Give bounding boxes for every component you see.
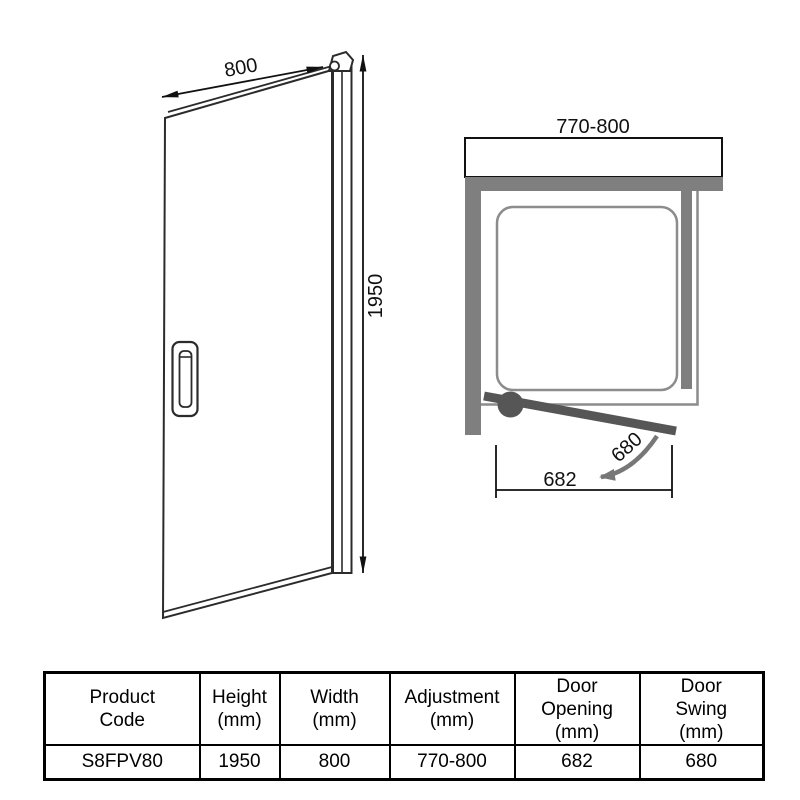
col-header-door-opening	[515, 673, 640, 746]
cell-adjustment: 770-800	[390, 745, 515, 780]
wall-band-top	[465, 177, 723, 191]
cell-height: 1950	[200, 745, 280, 780]
col-header-height	[200, 673, 280, 746]
spec-table-header-row	[45, 673, 764, 746]
header-line: Door	[680, 675, 722, 697]
header-line: Width	[310, 687, 359, 708]
header-line: (mm)	[679, 721, 724, 743]
col-header-product-code	[45, 673, 200, 746]
pivot-cap-knob	[330, 62, 339, 71]
cell-product-code: S8FPV80	[45, 745, 200, 780]
front-elevation-view	[162, 52, 387, 618]
cell-door-swing: 680	[640, 745, 764, 780]
header-line: Adjustment	[404, 687, 500, 708]
height-dimension	[363, 55, 387, 573]
cell-width: 800	[280, 745, 390, 780]
adjustment-dimension-label: 770-800	[556, 116, 630, 138]
col-header-door-swing	[640, 673, 764, 746]
plan-view	[465, 116, 723, 498]
fixed-panel-bar	[681, 191, 692, 389]
header-line: Swing	[675, 698, 728, 720]
header-line: Code	[99, 710, 145, 731]
wall-band-left	[465, 177, 481, 435]
header-line: Door	[556, 675, 598, 697]
door-swing-label: 680	[607, 428, 647, 467]
header-line: (mm)	[217, 710, 262, 731]
door-opening-label: 682	[543, 469, 577, 491]
col-header-adjustment	[390, 673, 515, 746]
header-line: (mm)	[429, 710, 475, 731]
height-dimension-label: 1950	[365, 273, 387, 319]
header-line: Product	[89, 687, 155, 708]
header-line: Opening	[541, 698, 613, 720]
shower-tray	[497, 207, 677, 390]
col-header-width	[280, 673, 390, 746]
header-line: Height	[212, 687, 267, 708]
header-line: (mm)	[312, 710, 357, 731]
spec-table	[43, 671, 765, 781]
spec-table-data-row	[45, 745, 764, 780]
cell-door-opening: 682	[515, 745, 640, 780]
top-wall-channel	[465, 138, 722, 177]
pivot-hinge	[498, 392, 524, 418]
width-dimension-label: 800	[222, 54, 260, 82]
header-line: (mm)	[554, 721, 600, 743]
door-handle	[173, 342, 198, 416]
